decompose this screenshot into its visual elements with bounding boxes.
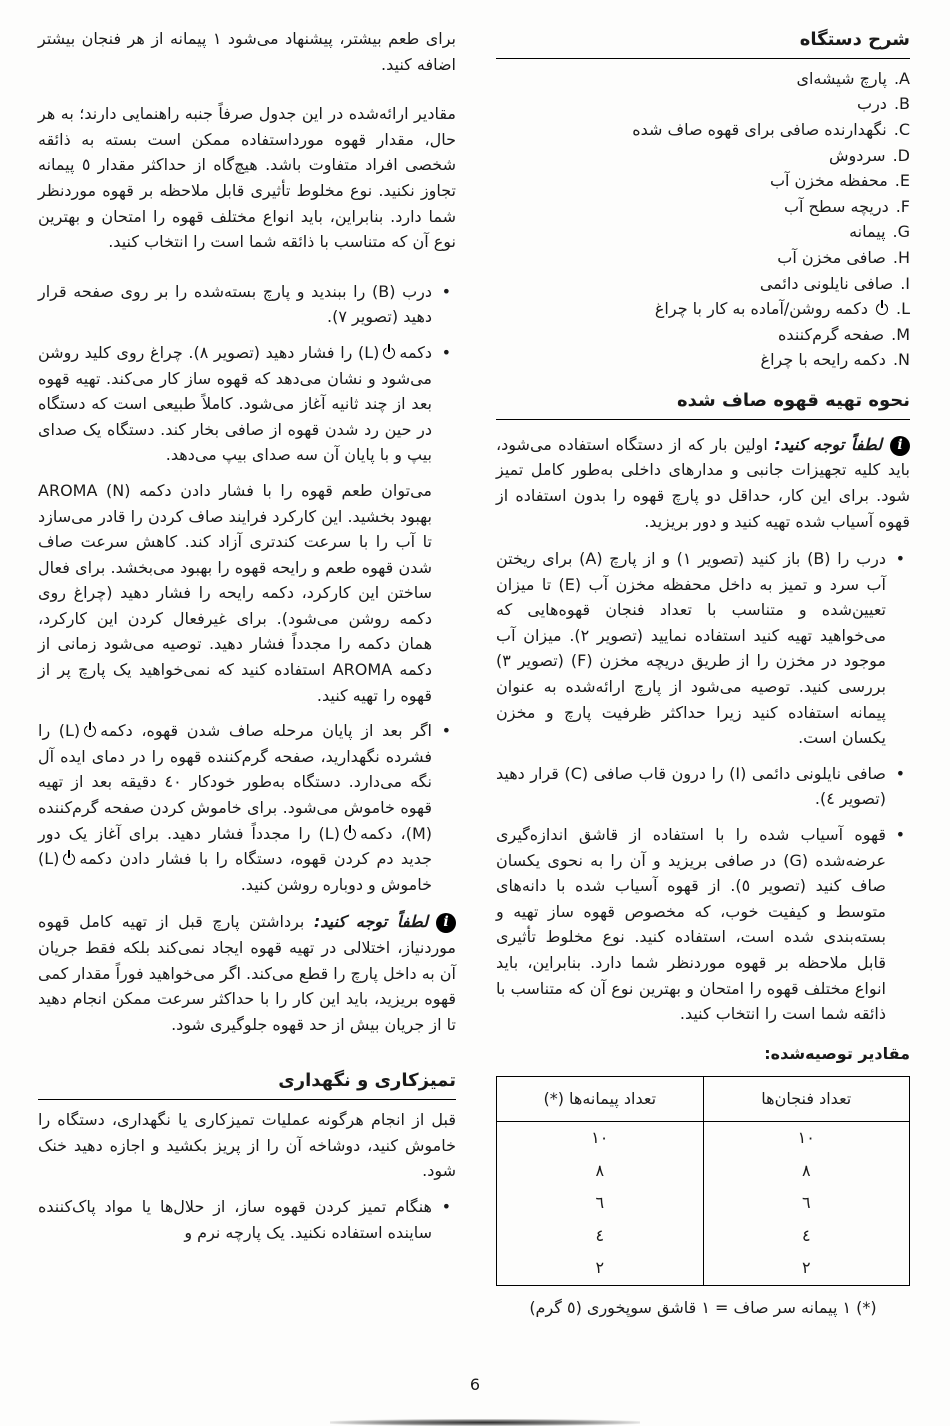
device-item-d — [496, 143, 910, 169]
bullet-close-lid — [38, 279, 456, 330]
device-item-letter: .C — [893, 119, 910, 139]
device-item-c — [496, 117, 910, 143]
device-item-letter: .M — [891, 324, 910, 344]
bullet-text: اگر بعد از پایان مرحله صاف شدن قهوه، دکمه — [100, 721, 433, 741]
device-item-n — [496, 347, 910, 373]
table-footnote: (*) ١ پیمانه سر صاف = ١ قاشق سوپخوری (٥ گرم) — [529, 1297, 877, 1317]
table-header-cups: تعداد فنجان‌ها — [703, 1077, 910, 1122]
power-icon — [84, 725, 96, 737]
table-row — [497, 1187, 910, 1220]
page-number: 6 — [469, 1375, 481, 1394]
device-item-label: دکمه رایحه با چراغ — [760, 350, 886, 370]
device-item-letter: .N — [892, 350, 910, 370]
device-item-b — [496, 91, 910, 117]
device-item-label: صافی مخزن آب — [777, 247, 886, 267]
table-cell-measures: ١٠ — [591, 1127, 609, 1147]
note-remove-jug — [38, 909, 456, 1037]
note-text: برداشتن پارچ قبل از تهیه کامل قهوه موردنیاز، اختلالی در تهیه قهوه ایجاد نمی‌کند بلکه فقط جریان آن به داخل پارچ را قطع می‌کند. اگر می‌خواهید فوراً مقدار کمی قهوه بریزید، باید این کار را با حداکثر سرعت ممکن انجام دهید تا از جریان بیش از حد قهوه جلوگیری شود. — [37, 912, 456, 1034]
device-parts-list — [496, 66, 910, 373]
device-item-letter: .A — [893, 68, 910, 88]
section-title-how-to-brew: نحوه تهیه قهوه صاف شده — [496, 387, 910, 420]
note-text: اولین بار که از دستگاه استفاده می‌شود، باید کلیه تجهیزات جانبی و مدارهای داخلی به‌طور کامل تمیز شود. برای این کار، حداقل دو پارچ قهوه را بدون استفاده از قهوه آسیاب شده تهیه کنید و دور بریزید. — [496, 434, 910, 531]
device-item-label: پارچ شیشه‌ای — [796, 68, 887, 88]
table-row — [497, 1252, 910, 1285]
device-item-letter: .L — [896, 299, 910, 319]
bullet-text: هنگام تمیز کردن قهوه ساز، از حلال‌ها یا مواد پاک‌کننده ساینده استفاده نکنید. یک پارچه نرم و — [38, 1196, 432, 1242]
device-item-e — [496, 168, 910, 194]
device-item-label: نگهدارنده صافی برای قهوه صاف شده — [632, 119, 887, 139]
device-item-letter: .E — [894, 171, 910, 191]
device-item-l — [496, 296, 910, 322]
device-item-f — [496, 194, 910, 220]
power-icon — [383, 347, 395, 359]
bullet-text: دکمه — [399, 342, 432, 362]
device-item-letter: .H — [892, 247, 910, 267]
note-label: لطفاً توجه کنید: — [774, 434, 883, 454]
device-item-label: سردوش — [828, 145, 886, 165]
device-item-letter: .G — [892, 222, 910, 242]
table-cell-measures: ٨ — [595, 1160, 605, 1180]
power-icon — [63, 853, 75, 865]
device-item-letter: .I — [900, 273, 910, 293]
device-item-label: صافی نایلونی دائمی — [759, 273, 894, 293]
device-item-label: درب — [857, 94, 887, 114]
bullet-keep-warm — [38, 718, 456, 897]
bullet-text: صافی نایلونی دائمی (I) را درون قاب صافی (C) قرار دهید (تصویر ٤). — [496, 763, 886, 809]
scan-artifact — [330, 1419, 640, 1426]
table-row — [497, 1220, 910, 1253]
recommended-quantities-heading: مقادیر توصیه‌شده: — [764, 1043, 910, 1063]
right-column — [496, 26, 910, 1321]
bullet-text: درب (B) را ببندید و پارچ بسته‌شده را بر روی صفحه قرار دهید (تصویر ٧). — [38, 281, 432, 327]
power-icon — [344, 828, 356, 840]
device-item-h — [496, 245, 910, 271]
table-row — [497, 1155, 910, 1188]
note-label: لطفاً توجه کنید: — [313, 912, 428, 932]
table-header-measures: تعداد پیمانه‌ها (*) — [497, 1077, 704, 1122]
section-title-cleaning: تمیزکاری و نگهداری — [38, 1067, 456, 1100]
device-item-letter: .B — [893, 94, 910, 114]
bullet-press-power — [38, 340, 456, 468]
info-icon — [890, 436, 910, 456]
table-cell-measures: ٤ — [595, 1225, 605, 1245]
bullet-text: قهوه آسیاب شده را با استفاده از قاشق اندازه‌گیری عرضه‌شده (G) در صافی بریزید و آن را به نحوی یکسان صاف کنید (تصویر ٥). از قهوه آسیاب شده با دانه‌های متوسط و کیفیت خوب، که مخصوص قهوه ساز تهیه و بسته‌بندی شده است، استفاده کنید. نوع مخلوط تأثیری قابل ملاحظه بر قهوه موردنظر شما دارد. بنابراین، باید انواع مختلف قهوه را امتحان و بهترین نوع آن که متناسب با ذائقه شما است را انتخاب کنید. — [496, 825, 887, 1024]
device-item-a — [496, 66, 910, 92]
table-cell-cups: ٨ — [703, 1155, 910, 1188]
device-item-label: دریچه سطح آب — [783, 196, 889, 216]
table-cell-cups: ١٠ — [703, 1121, 910, 1154]
device-item-m — [496, 322, 910, 348]
table-row — [497, 1121, 910, 1154]
bullet-text: درب را (B) باز کنید (تصویر ١) و از پارچ (A) برای ریختن آب سرد و تمیز به داخل محفظه مخزن آب (E) تا میزان تعیین‌شده و متناسب با تعداد فنجان قهوه‌هایی که می‌خواهید تهیه کنید استفاده نمایید (تصویر ٢). میزان آب موجود در مخزن را از طریق دریچه مخزن (F) (تصویر ٣) بررسی کنید. توصیه می‌شود از پارچ ارائه‌شده به عنوان پیمانه استفاده کنید زیرا حداکثر ظرفیت پارچ و مخزن یکسان است. — [496, 549, 887, 748]
bullet-text: (L) را مجدداً فشار دهید. برای آغاز یک دور جدید دم کردن قهوه، دستگاه را با فشار دادن دکمه — [38, 823, 432, 869]
table-cell-cups: ٤ — [703, 1220, 910, 1253]
device-item-label: صفحه گرم‌کننده — [778, 324, 885, 344]
table-cell-cups: ٦ — [703, 1187, 910, 1220]
device-item-label: محفظه مخزن آب — [769, 171, 888, 191]
paragraph-cleaning-intro: قبل از انجام هرگونه عملیات تمیزکاری یا نگهداری، دستگاه را خاموش کنید، دوشاخه آن را از پریز بکشید و اجازه دهید خنک شود. — [38, 1110, 456, 1181]
section-title-device-description: شرح دستگاه — [496, 26, 910, 59]
device-item-letter: .D — [892, 145, 910, 165]
info-icon — [436, 913, 456, 933]
paragraph-extra-taste: برای طعم بیشتر، پیشنهاد می‌شود ١ پیمانه از هر فنجان بیشتر اضافه کنید. — [38, 29, 456, 74]
recommended-quantities-table — [496, 1076, 910, 1286]
paragraph-aroma-function: می‌توان طعم قهوه را با فشار دادن دکمه AROMA (N) بهبود بخشید. این کارکرد فرایند صاف کردن را قادر می‌سازد تا آب را با سرعت کندتری آزاد کند. کاهش سرعت صاف شدن قهوه طعم و رایحه قهوه را بهبود می‌بخشد. برای فعال ساختن این کارکرد، دکمه رایحه را فشار دهید (چراغ روی دکمه روشن می‌شود). برای غیرفعال کردن این کارکرد، همان دکمه را مجدداً فشار دهید. توصیه می‌شود زمانی از دکمه AROMA استفاده کنید که نمی‌خواهید یک پارچ پر از قهوه را تهیه کنید. — [38, 480, 433, 705]
table-header-row — [497, 1077, 910, 1122]
device-item-g — [496, 219, 910, 245]
note-first-use — [496, 432, 910, 534]
bullet-text: (L) را فشرده نگهدارید، صفحه گرم‌کننده قهوه را در دمای ایده آل نگه می‌دارد. دستگاه به‌طور خودکار ٤٠ دقیقه بعد از تهیه قهوه خاموش می‌شود. برای خاموش کردن صفحه گرم‌کننده (M)، دکمه — [38, 721, 433, 843]
device-item-label: پیمانه — [849, 222, 886, 242]
power-icon — [876, 303, 888, 315]
table-cell-cups: ٢ — [703, 1252, 910, 1285]
bullet-insert-filter — [496, 761, 910, 812]
device-item-label: دکمه روشن/آماده به کار با چراغ — [654, 299, 868, 319]
table-cell-measures: ٢ — [595, 1258, 605, 1278]
paragraph-guideline: مقادیر ارائه‌شده در این جدول صرفاً جنبه راهنمایی دارند؛ به هر حال، مقدار قهوه مورداستفاده ممکن است بسته به ذائقه شخصی افراد متفاوت باشد. هیچ‌گاه از حداکثر مقدار ٥ پیمانه تجاوز نکنید. نوع مخلوط تأثیری قابل ملاحظه بر قهوه موردنظر شما دارد. بنابراین، باید انواع مختلف قهوه را امتحان و بهترین نوع آن که متناسب با ذائقه شما است را انتخاب کنید. — [38, 104, 456, 252]
left-column — [38, 26, 456, 1255]
device-item-letter: .F — [895, 196, 910, 216]
bullet-add-coffee — [496, 822, 910, 1027]
device-item-i — [496, 271, 910, 297]
bullet-text: (L) خاموش و دوباره روشن کنید. — [38, 849, 432, 894]
bullet-no-solvents — [38, 1194, 456, 1245]
table-cell-measures: ٦ — [595, 1193, 605, 1213]
bullet-fill-water — [496, 546, 910, 751]
bullet-text: (L) را فشار دهید (تصویر ٨). چراغ روی کلید روشن می‌شود و نشان می‌دهد که قهوه ساز کار می‌کند. تهیه قهوه بعد از چند ثانیه آغاز می‌شود. کاملاً طبیعی است که دستگاه در حین رد شدن قهوه از صافی بخار کند. دستگاه یک صدای بیپ و با پایان آن سه صدای بیپ می‌دهد. — [38, 342, 432, 465]
